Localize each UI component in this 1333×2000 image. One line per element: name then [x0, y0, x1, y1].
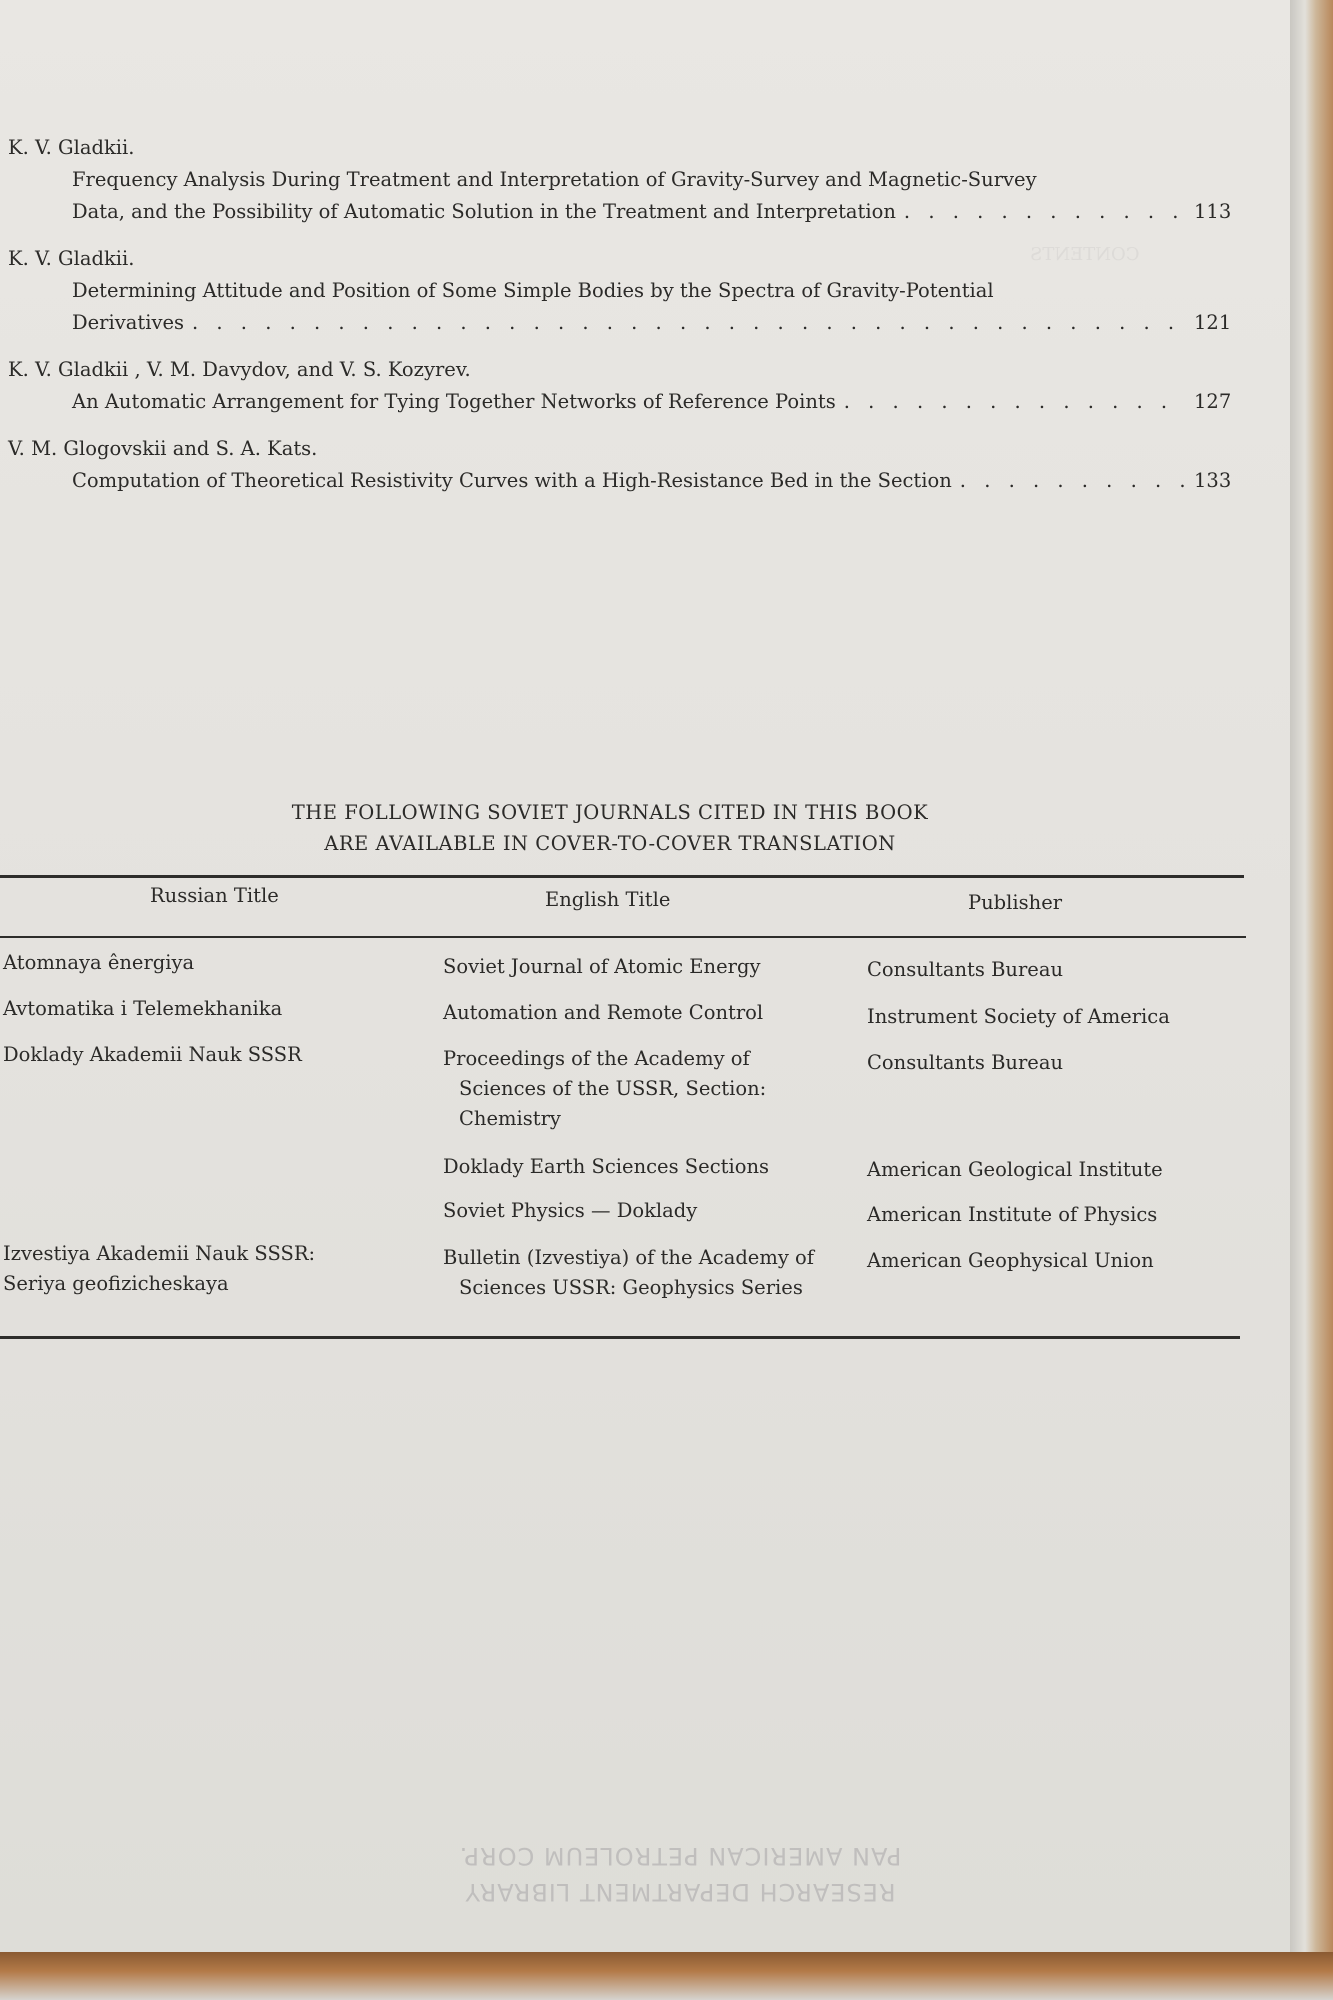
toc-page-number: 113 [1194, 200, 1232, 223]
publisher: American Geological Institute [867, 1158, 1163, 1181]
toc-leader-line [8, 465, 1232, 497]
publisher: American Geophysical Union [867, 1249, 1154, 1272]
toc-authors: K. V. Gladkii. [8, 247, 135, 270]
book-cover-edge [0, 1952, 1333, 2000]
table-bottom-rule [0, 1336, 1240, 1339]
toc-page-number: 127 [1194, 390, 1232, 413]
stamp-line: PAN AMERICAN PETROLEUM CORP. [458, 1842, 902, 1870]
english-title: Soviet Physics — Doklady [443, 1199, 698, 1222]
english-title: Doklady Earth Sciences Sections [443, 1155, 770, 1178]
toc-leader-line [8, 307, 1232, 339]
leader-dots [904, 196, 1186, 228]
publisher: Consultants Bureau [867, 958, 1064, 981]
journals-heading [120, 797, 1100, 859]
english-title: Proceedings of the Academy of Sciences of the USSR, Section: Chemistry [443, 1047, 767, 1130]
leader-dots [844, 386, 1186, 418]
toc-title-end: Data, and the Possibility of Automatic Solution in the Treatment and Interpretation [72, 200, 896, 223]
toc-entry [8, 132, 1232, 228]
show-through-text: CONTENTS [1030, 244, 1140, 265]
toc-title-line: Frequency Analysis During Treatment and Interpretation of Gravity-Survey and Magnetic-Survey [72, 168, 1037, 191]
toc-authors: K. V. Gladkii , V. M. Davydov, and V. S. Kozyrev. [8, 358, 471, 381]
english-title: Soviet Journal of Atomic Energy [443, 955, 761, 978]
toc-authors: K. V. Gladkii. [8, 136, 135, 159]
toc-authors: V. M. Glogovskii and S. A. Kats. [8, 437, 318, 460]
toc-title-end: Computation of Theoretical Resistivity Curves with a High-Resistance Bed in the Section [72, 469, 952, 492]
toc-title-end: An Automatic Arrangement for Tying Together Networks of Reference Points [72, 390, 836, 413]
table-top-rule [0, 875, 1244, 878]
journals-heading-line: ARE AVAILABLE IN COVER-TO-COVER TRANSLATION [324, 832, 896, 855]
stamp-line: RESEARCH DEPARTMENT LIBRARY [464, 1878, 896, 1906]
col-header-russian: Russian Title [150, 884, 279, 907]
col-header-english: English Title [545, 888, 671, 911]
russian-title: Doklady Akademii Nauk SSSR [3, 1043, 302, 1066]
toc-page-number: 133 [1194, 469, 1232, 492]
toc-list [8, 132, 1232, 512]
table-header-rule [0, 936, 1246, 938]
toc-title-end: Derivatives [72, 311, 185, 334]
library-stamp [430, 1838, 930, 1910]
publisher: Consultants Bureau [867, 1051, 1064, 1074]
russian-title: Izvestiya Akademii Nauk SSSR: Seriya geofizicheskaya [3, 1242, 316, 1295]
publisher: Instrument Society of America [867, 1005, 1170, 1028]
toc-title-line: Determining Attitude and Position of Some Simple Bodies by the Spectra of Gravity-Potential [72, 279, 994, 302]
toc-page-number: 121 [1194, 311, 1232, 334]
toc-leader-line [8, 196, 1232, 228]
english-title: Automation and Remote Control [443, 1001, 764, 1024]
toc-leader-line [8, 386, 1232, 418]
col-header-publisher: Publisher [968, 891, 1063, 914]
publisher: American Institute of Physics [867, 1203, 1158, 1226]
russian-title: Atomnaya ênergiya [3, 951, 195, 974]
toc-entry [8, 433, 1232, 497]
toc-entry [8, 354, 1232, 418]
russian-title: Avtomatika i Telemekhanika [3, 997, 283, 1020]
book-spine [1290, 0, 1333, 2000]
leader-dots [960, 465, 1186, 497]
english-title: Bulletin (Izvestiya) of the Academy of Sciences USSR: Geophysics Series [443, 1246, 815, 1299]
journals-heading-line: THE FOLLOWING SOVIET JOURNALS CITED IN THIS BOOK [291, 801, 929, 824]
toc-entry [8, 243, 1232, 339]
leader-dots [192, 307, 1186, 339]
